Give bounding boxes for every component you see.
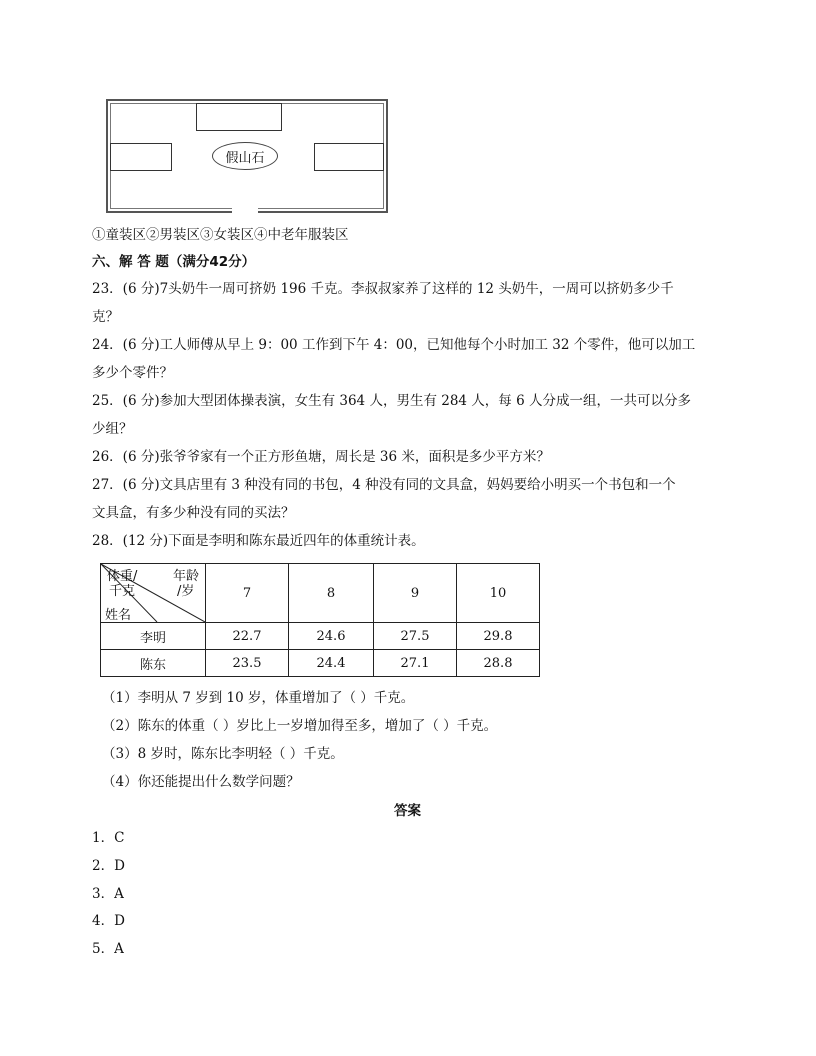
map-stall-left: [110, 143, 172, 171]
value-cell: 29.8: [457, 623, 540, 650]
subquestion-3: （3）8 岁时，陈东比李明轻（ ）千克。: [102, 746, 344, 762]
age-cell: 8: [289, 564, 374, 623]
age-cell: 10: [457, 564, 540, 623]
subquestion-2: （2）陈东的体重（ ）岁比上一岁增加得至多，增加了（ ）千克。: [102, 718, 498, 734]
table-corner-cell: [101, 564, 206, 623]
answer-item: 2．D: [92, 858, 125, 874]
answer-item: 4．D: [92, 913, 125, 929]
subquestion-1: （1）李明从 7 岁到 10 岁，体重增加了（ ）千克。: [102, 690, 415, 706]
answers-title: 答案: [394, 803, 421, 819]
table-row: [101, 623, 540, 650]
question-27-line-1: 27．(6 分)文具店里有 3 种没有同的书包，4 种没有同的文具盒，妈妈要给小明买一个书包和一个: [92, 477, 676, 493]
section-title: 六、解 答 题（满分42分）: [92, 254, 256, 270]
rockery-label: 假山石: [225, 150, 265, 166]
question-23-line-2: 克？: [92, 309, 119, 325]
value-cell: 28.8: [457, 650, 540, 677]
answer-item: 1．C: [92, 830, 125, 846]
row-name-cell: 李明: [101, 623, 206, 650]
question-24-line-1: 24．(6 分)工人师傅从早上 9：00 工作到下午 4：00，已知他每个小时加工 32 个零件，他可以加工: [92, 337, 696, 353]
store-map-entrance: [232, 205, 258, 215]
header-weight: 体重/: [107, 569, 138, 584]
answer-item: 3．A: [92, 886, 124, 902]
row-name-cell: 陈东: [101, 650, 206, 677]
rockery-ellipse: [212, 142, 278, 170]
value-cell: 27.1: [374, 650, 457, 677]
header-weight-unit: 千克: [109, 584, 136, 599]
header-name: 姓名: [105, 608, 132, 623]
map-legend: ①童装区②男装区③女装区④中老年服装区: [92, 227, 349, 243]
map-stall-right: [314, 143, 384, 171]
subquestion-4: （4）你还能提出什么数学问题？: [102, 774, 300, 790]
question-27-line-2: 文具盒，有多少种没有同的买法？: [92, 505, 295, 521]
value-cell: 24.4: [289, 650, 374, 677]
value-cell: 22.7: [206, 623, 289, 650]
weight-table: [100, 563, 540, 677]
header-age-unit: /岁: [177, 584, 195, 599]
age-cell: 9: [374, 564, 457, 623]
age-cell: 7: [206, 564, 289, 623]
question-28: 28．(12 分)下面是李明和陈东最近四年的体重统计表。: [92, 533, 425, 549]
question-25-line-2: 少组？: [92, 421, 133, 437]
map-stall-top: [196, 103, 282, 131]
table-header-row: [101, 564, 540, 623]
question-23-line-1: 23．(6 分)7头奶牛一周可挤奶 196 千克。李叔叔家养了这样的 12 头奶牛，一周可以挤奶多少千: [92, 281, 674, 297]
answer-item: 5．A: [92, 941, 124, 957]
value-cell: 24.6: [289, 623, 374, 650]
question-24-line-2: 多少个零件？: [92, 365, 173, 381]
header-age: 年龄: [173, 569, 200, 584]
value-cell: 27.5: [374, 623, 457, 650]
table-row: [101, 650, 540, 677]
value-cell: 23.5: [206, 650, 289, 677]
question-25-line-1: 25．(6 分)参加大型团体操表演，女生有 364 人，男生有 284 人，每 6 人分成一组，一共可以分多: [92, 393, 691, 409]
question-26: 26．(6 分)张爷爷家有一个正方形鱼塘，周长是 36 米，面积是多少平方米？: [92, 449, 550, 465]
